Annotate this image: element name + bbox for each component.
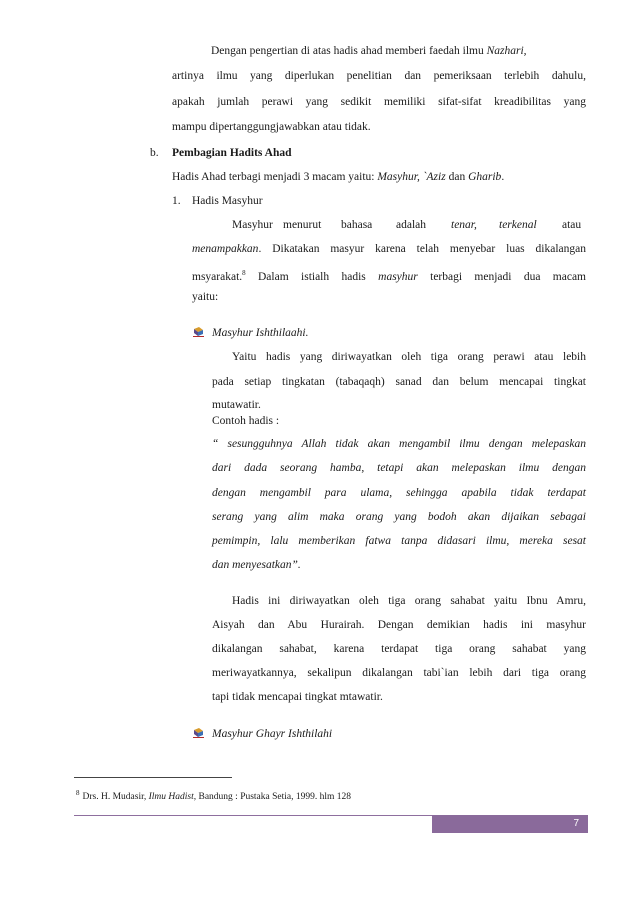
item-1-p2-italic: menampakkan <box>192 243 259 255</box>
bullet-1-desc-line-3: mutawatir. <box>212 399 261 411</box>
quote-line-2: dari dada seorang hamba, tetapi akan melepaskan ilmu dengan <box>212 462 586 474</box>
intro-line-1-italic: Nazhari, <box>486 45 527 57</box>
item-1-para-line-4: yaitu: <box>192 291 219 303</box>
section-b-desc-italic-1: Masyhur, `Aziz <box>377 171 446 183</box>
intro-line-2: artinya ilmu yang diperlukan penelitian dan pemeriksaan terlebih dahulu, <box>172 70 586 82</box>
footnote-number: 8 <box>76 789 80 797</box>
bullet-1-desc-line-2: pada setiap tingkatan (tabaqaqh) sanad dan belum mencapai tingkat <box>212 376 586 388</box>
item-1-marker: 1. <box>172 195 181 207</box>
item-1-word-adalah: adalah <box>396 219 427 231</box>
item-1-para-line-3 <box>192 266 586 284</box>
book-bullet-icon <box>193 728 204 738</box>
intro-line-1 <box>211 44 527 58</box>
book-bullet-icon <box>193 327 204 337</box>
section-b-desc-end: . <box>501 171 505 183</box>
footnote-8 <box>76 789 351 802</box>
item-1-word-terkenal: terkenal <box>499 219 537 231</box>
remark-line-5: tapi tidak mencapai tingkat mtawatir. <box>212 691 383 703</box>
item-1-para-line-2 <box>192 242 586 256</box>
section-b-description <box>172 170 504 184</box>
quote-line-3: dengan mengambil para ulama, sehingga apabila tidak terdapat <box>212 487 586 499</box>
intro-line-3: apakah jumlah perawi yang sedikit memiliki sifat-sifat kreadibilitas yang <box>172 96 586 108</box>
quote-line-6: dan menyesatkan”. <box>212 559 301 571</box>
intro-line-1-text: Dengan pengertian di atas hadis ahad memberi faedah ilmu <box>211 45 487 57</box>
page-number-box <box>432 815 588 833</box>
quote-line-5: pemimpin, lalu memberikan fatwa tanpa didasari ilmu, mereka sesat <box>212 535 586 547</box>
quote-line-4: serang yang alim maka orang yang bodoh akan dijaikan sebagai <box>212 511 586 523</box>
example-label: Contoh hadis : <box>212 415 280 427</box>
word-masyhur: Masyhur <box>232 219 273 231</box>
item-1-p3-italic: masyhur <box>378 271 418 283</box>
footnote-rest: Bandung : Pustaka Setia, 1999. hlm 128 <box>196 792 352 802</box>
item-1-p3-end: terbagi menjadi dua macam <box>417 271 586 283</box>
remark-line-3: dikalangan sahabat, karena terdapat tiga orang sahabat yang <box>212 643 586 655</box>
footnote-ref-8[interactable]: 8 <box>242 269 246 277</box>
section-b-heading: Pembagian Hadits Ahad <box>172 147 292 159</box>
item-1-p3-mid: Dalam istialh hadis <box>245 271 379 283</box>
item-1-word-tenar: tenar, <box>451 219 477 231</box>
item-1-p3-start: msyarakat. <box>192 271 243 283</box>
item-1-p2-rest: . Dikatakan masyur karena telah menyebar luas dikalangan <box>258 243 586 255</box>
item-1-heading: Hadis Masyhur <box>192 195 263 207</box>
remark-line-1: Hadis ini diriwayatkan oleh tiga orang sahabat yaitu Ibnu Amru, <box>232 595 586 607</box>
page-number: 7 <box>573 818 579 829</box>
item-1-para-line-1 <box>232 218 273 232</box>
bullet-1-desc-line-1: Yaitu hadis yang diriwayatkan oleh tiga orang perawi atau lebih <box>232 351 586 363</box>
item-1-word-menurut: menurut <box>283 219 322 231</box>
section-b-desc-italic-2: Gharib <box>468 171 502 183</box>
bullet-2-title: Masyhur Ghayr Ishthilahi <box>212 728 333 740</box>
bullet-1-title: Masyhur Ishthilaahi. <box>212 327 309 339</box>
remark-line-4: meriwayatkannya, sekalipun dikalangan tabi`ian lebih dari tiga orang <box>212 667 586 679</box>
footnote-author: Drs. H. Mudasir, <box>82 792 149 802</box>
item-1-word-bahasa: bahasa <box>341 219 373 231</box>
item-1-word-atau: atau <box>562 219 582 231</box>
footnote-book-title: Ilmu Hadist, <box>148 792 197 802</box>
remark-line-2: Aisyah dan Abu Hurairah. Dengan demikian hadis ini masyhur <box>212 619 586 631</box>
intro-line-4: mampu dipertanggungjawabkan atau tidak. <box>172 121 371 133</box>
footnote-separator <box>74 777 232 778</box>
section-b-desc-mid: dan <box>445 171 469 183</box>
quote-line-1: “ sesungguhnya Allah tidak akan mengambil ilmu dengan melepaskan <box>212 438 586 450</box>
section-b-desc-start: Hadis Ahad terbagi menjadi 3 macam yaitu: <box>172 171 378 183</box>
section-b-marker: b. <box>150 147 159 159</box>
